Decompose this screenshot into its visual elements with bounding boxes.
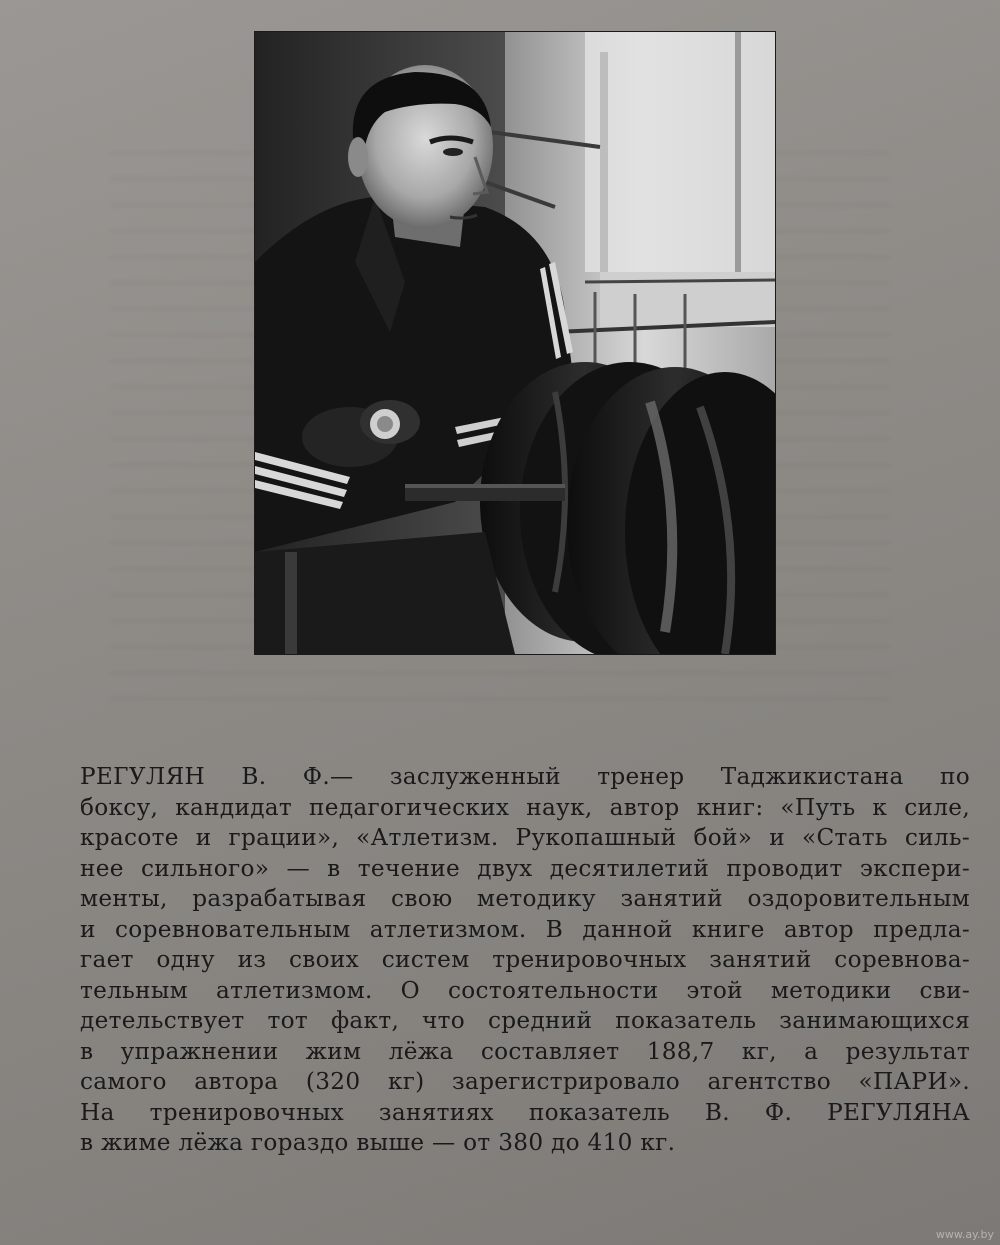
caption-line: тельным атлетизмом. О состоятельности этой методики сви- [80,976,970,1004]
portrait-photo [255,32,775,654]
caption-line: в упражнении жим лёжа составляет 188,7 кг, а результат [80,1037,970,1065]
caption-line: детельствует тот факт, что средний показатель занимающихся [80,1007,970,1034]
caption-line: самого автора (320 кг) зарегистрировало агентство «ПАРИ». [80,1068,970,1095]
caption-line: и соревновательным атлетизмом. В данной книге автор предла- [80,915,970,943]
caption-line: в жиме лёжа гораздо выше — от 380 до 410 кг. [80,1129,676,1156]
caption-line: На тренировочных занятиях показатель В. Ф. РЕГУЛЯНА [80,1098,970,1126]
caption-line: менты, разрабатывая свою методику занятий оздоровительным [80,885,970,912]
caption-line: нее сильного» — в течение двух десятилетий проводит экспери- [80,854,970,882]
caption-line: боксу, кандидат педагогических наук, автор книг: «Путь к силе, [80,793,970,821]
caption-text [80,762,970,1159]
caption-line: РЕГУЛЯН В. Ф.— заслуженный тренер Таджикистана по [80,763,970,790]
caption-line: красоте и грации», «Атлетизм. Рукопашный бой» и «Стать силь- [80,824,970,851]
caption-line: гает одну из своих систем тренировочных занятий соревнова- [80,946,970,973]
watermark: www.ay.by [935,1228,994,1241]
